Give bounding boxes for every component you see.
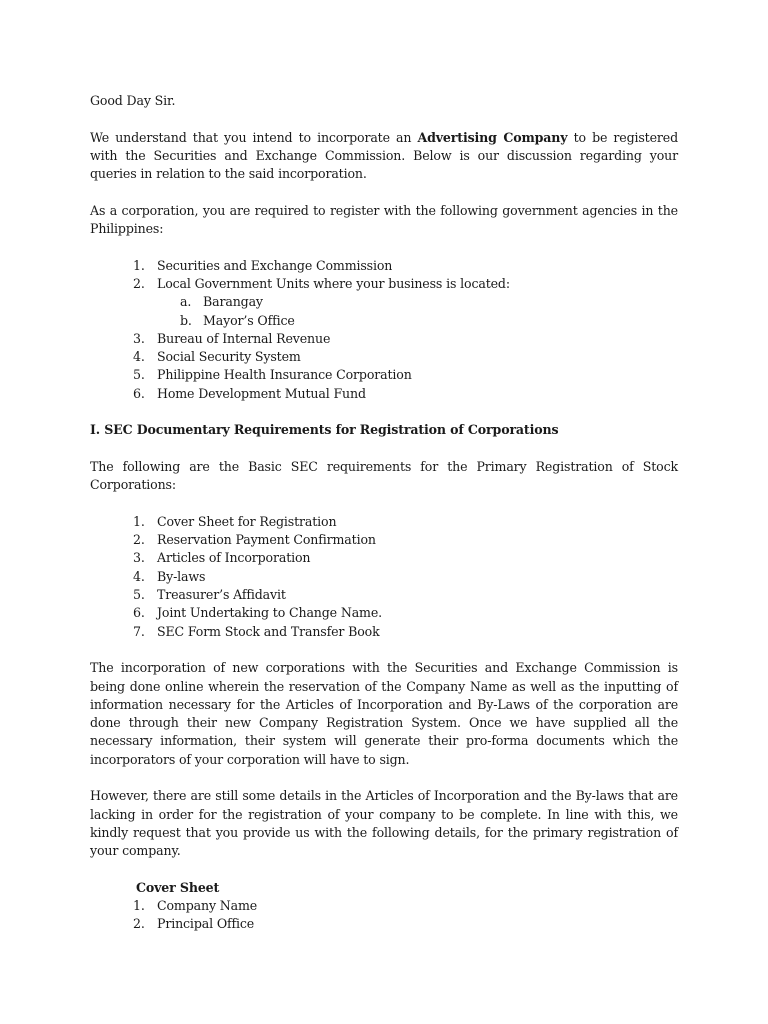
list-number: 3. — [133, 330, 145, 346]
list-number: 3. — [133, 550, 145, 566]
list-item — [133, 348, 678, 366]
cover-sheet-section — [133, 879, 678, 934]
intro-text-before: We understand that you intend to incorporate an — [90, 129, 418, 145]
list-number: 4. — [133, 568, 145, 584]
list-number: 5. — [133, 587, 145, 603]
sub-list-item — [180, 312, 678, 330]
list-number: 1. — [133, 257, 145, 273]
list-number: 2. — [133, 275, 145, 291]
list-label: By-laws — [157, 568, 206, 584]
list-label: Cover Sheet for Registration — [157, 513, 337, 529]
greeting: Good Day Sir. — [90, 93, 176, 108]
list-label: Reservation Payment Confirmation — [157, 532, 376, 548]
list-item — [133, 531, 678, 549]
sub-list-label: Mayor’s Office — [203, 312, 295, 328]
list-label: Securities and Exchange Commission — [157, 257, 393, 273]
list-number: 1. — [133, 513, 145, 529]
list-item — [133, 915, 678, 933]
list-label: Company Name — [157, 898, 258, 914]
list-label: Joint Undertaking to Change Name. — [157, 605, 383, 621]
sub-list-letter: a. — [180, 294, 192, 310]
list-item — [133, 513, 678, 531]
list-label: Treasurer’s Affidavit — [157, 587, 286, 603]
cover-sheet-title: Cover Sheet — [136, 879, 220, 895]
section-intro: The following are the Basic SEC requirements for the Primary Registration of Stock Corporations: — [90, 458, 678, 493]
list-item — [133, 366, 678, 384]
list-number: 1. — [133, 898, 145, 914]
list-item — [133, 330, 678, 348]
list-number: 5. — [133, 367, 145, 383]
list-label: Articles of Incorporation — [157, 550, 311, 566]
intro-text-after: to be registered with the Securities and Exchange Commission. Below is our discussion regarding your queries in relation to the said incorporation. — [90, 129, 678, 182]
intro-paragraph — [90, 129, 678, 184]
agencies-list — [90, 257, 678, 403]
list-label: Philippine Health Insurance Corporation — [157, 367, 412, 383]
list-label: Principal Office — [157, 916, 255, 932]
list-number: 6. — [133, 385, 145, 401]
list-item — [133, 568, 678, 586]
list-number: 2. — [133, 532, 145, 548]
list-item — [133, 604, 678, 622]
cover-sheet-list — [133, 897, 678, 934]
list-label: Social Security System — [157, 349, 301, 365]
list-label: Bureau of Internal Revenue — [157, 330, 331, 346]
online-registration-paragraph: The incorporation of new corporations with the Securities and Exchange Commission is being done online wherein the reservation of the Company Name as well as the inputting of information necessary for the Articles of Incorporation and By-Laws of the corporation are done through their new Company Registration System. Once we have supplied all the necessary information, their system will generate their pro-forma documents which the incorporators of your corporation will have to sign. — [90, 660, 678, 767]
list-label: Home Development Mutual Fund — [157, 385, 366, 401]
list-number: 6. — [133, 605, 145, 621]
sub-list-item — [180, 293, 678, 311]
list-item — [133, 897, 678, 915]
list-label: SEC Form Stock and Transfer Book — [157, 623, 380, 639]
requirements-list — [90, 513, 678, 641]
list-item — [133, 549, 678, 567]
list-number: 4. — [133, 349, 145, 365]
list-label: Local Government Units where your business is located: — [157, 275, 510, 291]
section-heading: I. SEC Documentary Requirements for Registration of Corporations — [90, 422, 559, 438]
list-item — [133, 586, 678, 604]
list-item — [133, 623, 678, 641]
intro-highlight: Advertising Company — [417, 129, 568, 145]
list-item — [133, 385, 678, 403]
lgu-sublist — [157, 293, 678, 330]
letter-document — [90, 92, 678, 934]
list-item — [133, 275, 678, 330]
sub-list-label: Barangay — [203, 294, 263, 310]
list-item — [133, 257, 678, 275]
sub-list-letter: b. — [180, 312, 192, 328]
list-number: 7. — [133, 623, 145, 639]
missing-details-paragraph: However, there are still some details in the Articles of Incorporation and the By-laws that are lacking in order for the registration of your company to be complete. In line with this, we kindly request that you provide us with the following details, for the primary registration of your company. — [90, 788, 678, 859]
list-number: 2. — [133, 916, 145, 932]
agencies-intro: As a corporation, you are required to register with the following government agencies in the Philippines: — [90, 202, 678, 237]
